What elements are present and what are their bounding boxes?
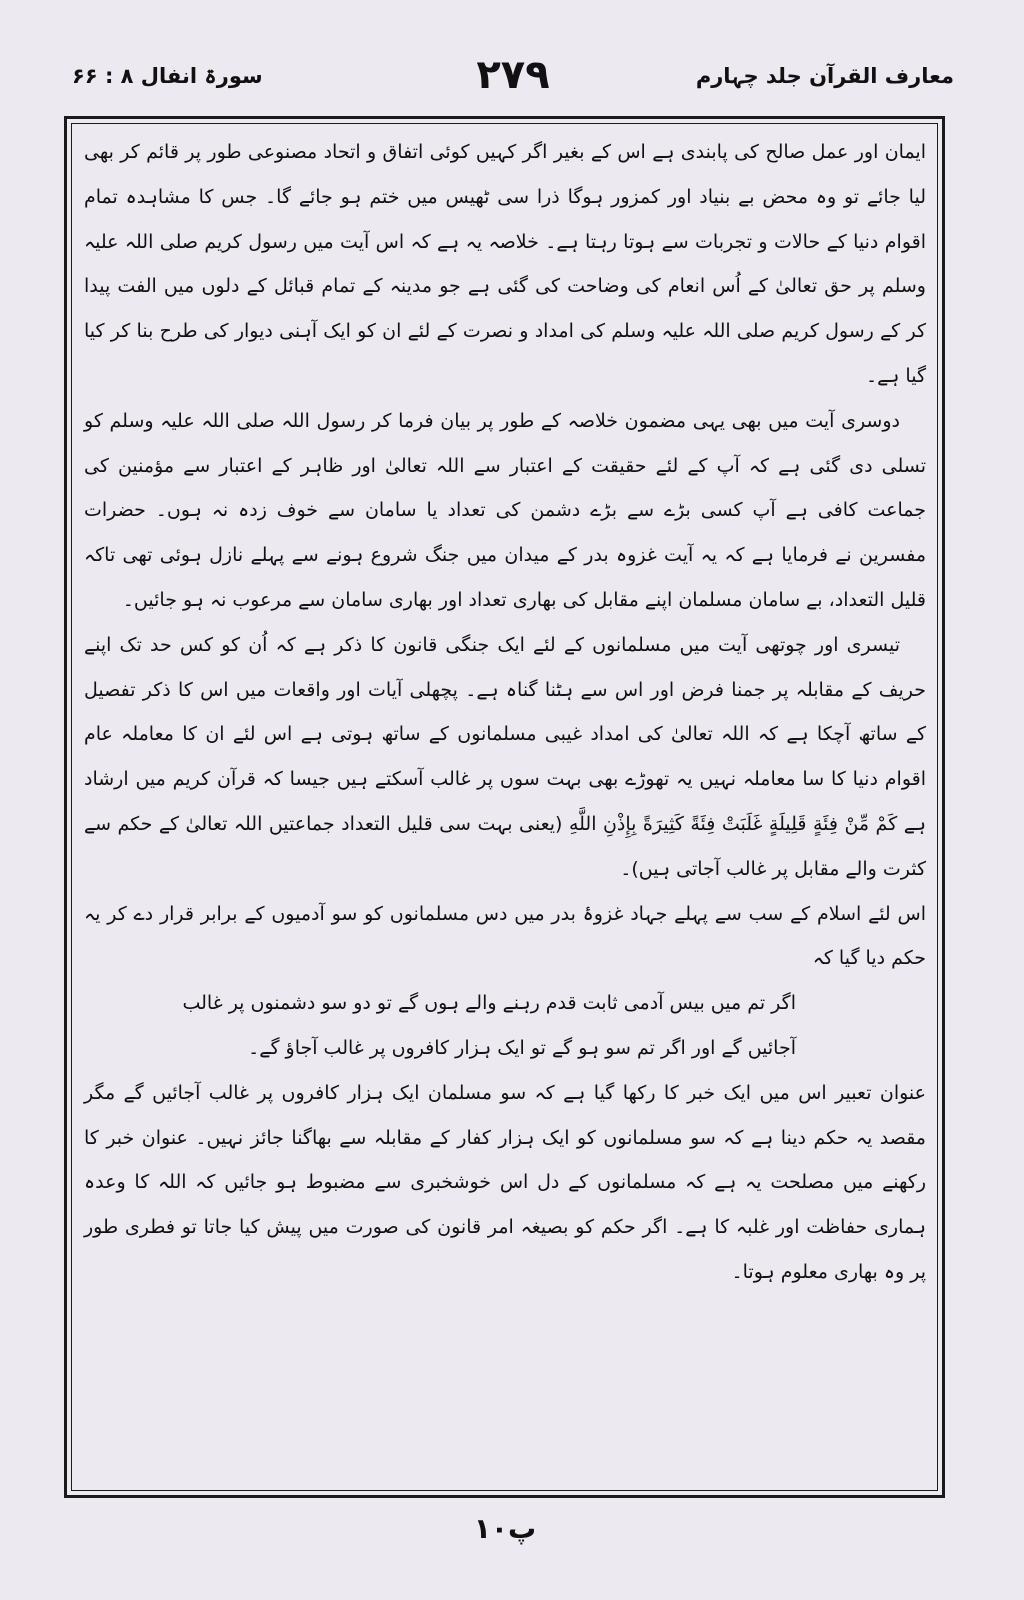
paragraph-5: عنوان تعبیر اس میں ایک خبر کا رکھا گیا ہے کہ سو مسلمان ایک ہزار کافروں پر غالب آجائیں گے مگر مقصد یہ حکم دینا ہے کہ سو مسلمانوں کو ایک ہزار کفار کے مقابلہ سے بھاگنا جائز نہیں۔ عنوان خبر کا رکھنے میں مصلحت یہ ہے کہ مسلمانوں کے دل اس خوشخبری سے مضبوط ہو جائیں کہ اللہ کا وعدہ ہماری حفاظت اور غلبہ کا ہے۔ اگر حکم کو بصیغہ امر قانون کی صورت میں پیش کیا جاتا تو فطری طور پر وہ بھاری معلوم ہوتا۔	[84, 1081, 926, 1283]
main-text	[84, 130, 926, 1295]
paragraph-3-text: تیسری اور چوتھی آیت میں مسلمانوں کے لئے ایک جنگی قانون کا ذکر ہے کہ اُن کو کس حد تک اپنے حریف کے مقابلہ پر جمنا فرض اور اس سے ہٹنا گناہ ہے۔ پچھلی آیات اور واقعات میں اس کا ذکر تفصیل کے ساتھ آچکا ہے کہ اللہ تعالیٰ کی امداد غیبی مسلمانوں کے ساتھ ہوتی ہے اس لئے ان کا معاملہ عام اقوام دنیا کا سا معاملہ نہیں یہ تھوڑے بھی بہت سوں پر غالب آسکتے ہیں جیسا کہ قرآن کریم میں ارشاد ہے	[84, 633, 926, 835]
paragraph-2: دوسری آیت میں بھی یہی مضمون خلاصہ کے طور پر بیان فرما کر رسول اللہ صلی اللہ علیہ وسلم کو تسلی دی گئی ہے کہ آپ کے لئے حقیقت کے اعتبار سے اللہ تعالیٰ اور ظاہر کے اعتبار سے مؤمنین کی جماعت کافی ہے آپ کسی بڑے سے بڑے دشمن کی تعداد یا سامان سے خوف زدہ نہ ہوں۔ حضرات مفسرین نے فرمایا ہے کہ یہ آیت غزوہ بدر کے میدان میں جنگ شروع ہونے سے پہلے نازل ہوئی تھی تاکہ قلیل التعداد، بے سامان مسلمان اپنے مقابل کی بھاری تعداد اور بھاری سامان سے مرعوب نہ ہو جائیں۔	[84, 409, 926, 611]
surah-reference: سورۃ انفال ۸ : ۶۶	[72, 64, 263, 88]
quoted-ruling: اگر تم میں بیس آدمی ثابت قدم رہنے والے ہوں گے تو دو سو دشمنوں پر غالب آجائیں گے اور اگر تم سو ہو گے تو ایک ہزار کافروں پر غالب آجاؤ گے۔	[182, 992, 796, 1059]
book-title: معارف القرآن جلد چہارم	[695, 64, 954, 88]
page-header	[72, 52, 954, 104]
quran-verse: كَمْ مِّنْ فِئَةٍ قَلِيلَةٍ غَلَبَتْ فِئَةً كَثِيرَةً بِإِذْنِ اللَّهِ	[568, 812, 898, 835]
paragraph-4: اس لئے اسلام کے سب سے پہلے جہاد غزوۂ بدر میں دس مسلمانوں کو سو آدمیوں کے برابر قرار دے کر یہ حکم دیا گیا کہ	[84, 902, 926, 970]
paragraph-3-translation: (یعنی بہت سی قلیل التعداد جماعتیں اللہ تعالیٰ کے حکم سے کثرت والے مقابل پر غالب آجاتی ہیں)۔	[84, 812, 926, 880]
paragraph-3	[84, 623, 926, 892]
page-number: ۲۷۹	[476, 52, 550, 98]
paragraph-1: ایمان اور عمل صالح کی پابندی ہے اس کے بغیر اگر کہیں کوئی اتفاق و اتحاد مصنوعی طور پر قائم کر بھی لیا جائے تو وہ محض بے بنیاد اور کمزور ہوگا ذرا سی ٹھیس میں ختم ہو جائے گا۔ جس کا مشاہدہ تمام اقوام دنیا کے حالات و تجربات سے ہوتا رہتا ہے۔ خلاصہ یہ ہے کہ اس آیت میں رسول کریم صلی اللہ علیہ وسلم پر حق تعالیٰ کے اُس انعام کی وضاحت کی گئی ہے جو مدینہ کے تمام قبائل کے دلوں میں الفت پیدا کر کے رسول کریم صلی اللہ علیہ وسلم کی امداد و نصرت کے لئے ان کو ایک آہنی دیوار کی طرح بنا کر کیا گیا ہے۔	[84, 141, 926, 387]
signature-mark: پ۱۰	[473, 1512, 537, 1545]
